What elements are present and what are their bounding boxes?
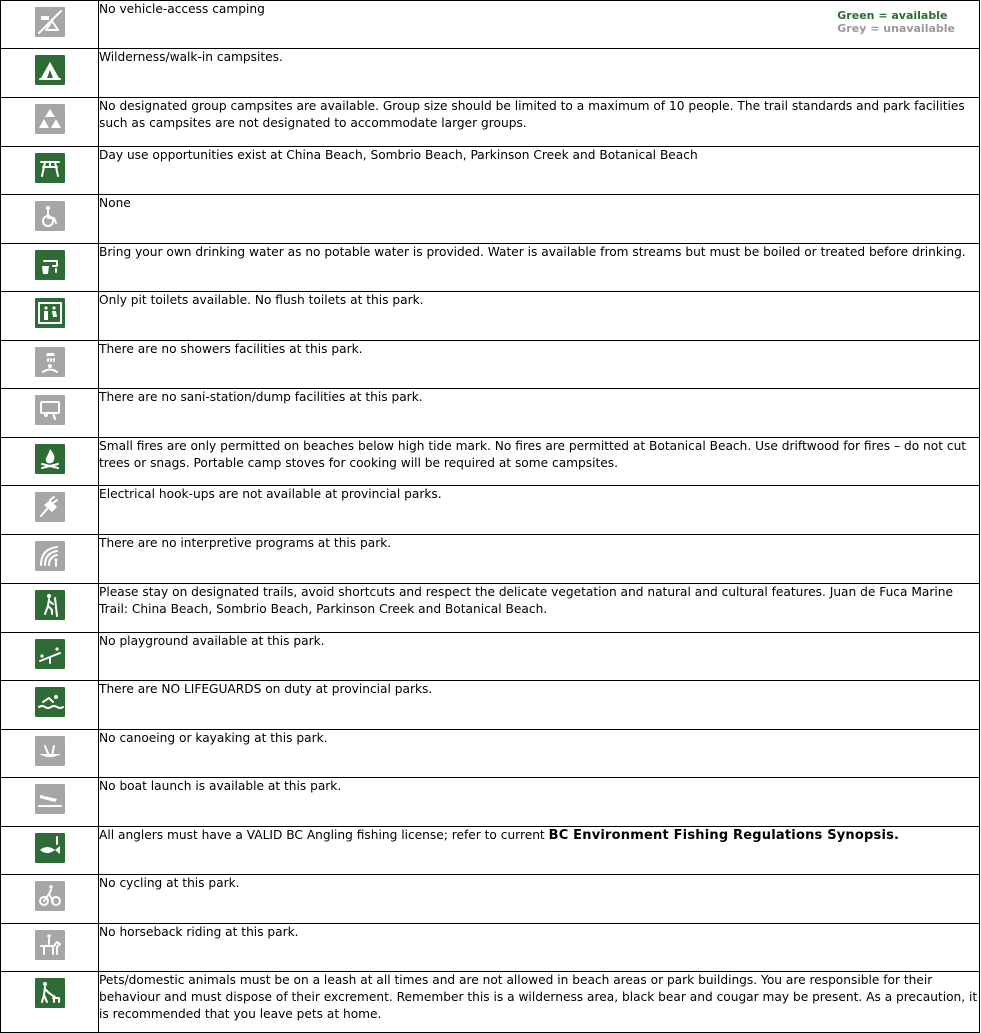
facility-text: No cycling at this park.: [99, 876, 240, 890]
facility-description: [99, 98, 980, 147]
facility-icon-cell: [1, 1, 99, 49]
facility-row: [1, 49, 980, 98]
facility-icon-cell: [1, 98, 99, 147]
facility-row: [1, 972, 980, 1033]
facility-description: [99, 972, 980, 1033]
facility-row: [1, 341, 980, 389]
facility-text: Bring your own drinking water as no potable water is provided. Water is available from streams but must be boiled or treated before drinking.: [99, 245, 966, 259]
facility-text: There are no sani-station/dump facilities at this park.: [99, 390, 423, 404]
hiking-icon: [35, 590, 65, 620]
facility-icon-cell: [1, 875, 99, 924]
facility-row: [1, 244, 980, 292]
facility-text: There are NO LIFEGUARDS on duty at provincial parks.: [99, 682, 433, 696]
horseback-riding-icon: [35, 930, 65, 960]
facility-text: Day use opportunities exist at China Beach, Sombrio Beach, Parkinson Creek and Botanical Beach: [99, 148, 698, 162]
facility-text: Only pit toilets available. No flush toilets at this park.: [99, 293, 424, 307]
facility-description: [99, 730, 980, 778]
facility-text: There are no showers facilities at this park.: [99, 342, 363, 356]
electrical-plug-icon: [35, 492, 65, 522]
facility-icon-cell: [1, 778, 99, 827]
facility-row: [1, 778, 980, 827]
facility-text: There are no interpretive programs at this park.: [99, 536, 392, 550]
facility-icon-cell: [1, 438, 99, 486]
facility-row: [1, 535, 980, 584]
cycling-icon: [35, 881, 65, 911]
facility-text: None: [99, 196, 131, 210]
facility-text: No canoeing or kayaking at this park.: [99, 731, 328, 745]
facility-description: [99, 389, 980, 438]
facility-description: [99, 633, 980, 681]
facility-text: No vehicle-access camping: [99, 2, 265, 16]
vehicle-camping-icon: [35, 7, 65, 37]
interpretive-program-icon: [35, 541, 65, 571]
group-camping-icon: [35, 104, 65, 134]
facility-icon-cell: [1, 827, 99, 875]
facility-icon-cell: [1, 584, 99, 633]
picnic-table-icon: [35, 153, 65, 183]
facility-row: [1, 584, 980, 633]
facility-row: [1, 875, 980, 924]
facility-row: [1, 681, 980, 730]
facility-icon-cell: [1, 195, 99, 244]
facility-row: [1, 730, 980, 778]
facility-icon-cell: [1, 681, 99, 730]
facility-description: [99, 49, 980, 98]
facility-description: [99, 147, 980, 195]
legend-unavailable: Grey = unavailable: [837, 22, 955, 35]
facility-icon-cell: [1, 341, 99, 389]
fishing-regulations-link[interactable]: BC Environment Fishing Regulations Synopsis.: [548, 828, 900, 843]
facility-icon-cell: [1, 389, 99, 438]
facility-description: [99, 292, 980, 341]
facility-description: [99, 438, 980, 486]
facility-row: [1, 292, 980, 341]
facility-row: [1, 98, 980, 147]
facility-text: No playground available at this park.: [99, 634, 325, 648]
playground-icon: [35, 639, 65, 669]
campfire-icon: [35, 444, 65, 474]
facility-icon-cell: [1, 730, 99, 778]
swimming-icon: [35, 687, 65, 717]
facility-text: All anglers must have a VALID BC Angling fishing license; refer to current: [99, 828, 549, 842]
facility-description: [99, 195, 980, 244]
canoe-icon: [35, 736, 65, 766]
facility-row: [1, 633, 980, 681]
facility-icon-cell: [1, 924, 99, 972]
availability-legend: [837, 9, 955, 35]
facility-description: [99, 875, 980, 924]
facility-icon-cell: [1, 147, 99, 195]
facility-description: [99, 244, 980, 292]
facility-row: [1, 389, 980, 438]
tent-icon: [35, 55, 65, 85]
facility-icon-cell: [1, 486, 99, 535]
facility-description: [99, 924, 980, 972]
facility-description: [99, 1, 980, 49]
facility-icon-cell: [1, 49, 99, 98]
facility-description: [99, 584, 980, 633]
facility-row: [1, 924, 980, 972]
facility-row: [1, 486, 980, 535]
facility-text: No designated group campsites are available. Group size should be limited to a maximum of 10 people. The trail standards and park facilities such as campsites are not designated to accommodate larger groups.: [99, 99, 965, 130]
facility-text: No boat launch is available at this park.: [99, 779, 342, 793]
facility-description: [99, 535, 980, 584]
facility-icon-cell: [1, 633, 99, 681]
facility-row: [1, 827, 980, 875]
drinking-water-icon: [35, 250, 65, 280]
pets-on-leash-icon: [35, 978, 65, 1008]
facility-row: [1, 195, 980, 244]
facility-icon-cell: [1, 972, 99, 1033]
shower-icon: [35, 347, 65, 377]
wheelchair-icon: [35, 201, 65, 231]
facility-text: Please stay on designated trails, avoid shortcuts and respect the delicate vegetation and natural and cultural features. Juan de Fuca Marine Trail: China Beach, Sombrio Beach, Parkinson Creek and Botanical Beach.: [99, 585, 953, 616]
facility-description: [99, 341, 980, 389]
facility-description: [99, 486, 980, 535]
facility-text: No horseback riding at this park.: [99, 925, 299, 939]
legend-available: Green = available: [837, 9, 948, 22]
facility-description: [99, 681, 980, 730]
toilets-icon: [35, 298, 65, 328]
facility-text: Wilderness/walk-in campsites.: [99, 50, 283, 64]
boat-launch-icon: [35, 784, 65, 814]
facility-description: [99, 778, 980, 827]
facility-icon-cell: [1, 244, 99, 292]
facility-text: Small fires are only permitted on beaches below high tide mark. No fires are permitted at Botanical Beach. Use driftwood for fires – do not cut trees or snags. Portable camp stoves for cooking will be required at some campsites.: [99, 439, 967, 470]
facility-icon-cell: [1, 535, 99, 584]
facility-description: [99, 827, 980, 875]
facility-text: Pets/domestic animals must be on a leash at all times and are not allowed in beach areas or park buildings. You are responsible for their behaviour and must dispose of their excrement. Remember this is a wilderness area, black bear and cougar may be present. As a precaution, it is recommended that you leave pets at home.: [99, 973, 978, 1021]
facility-icon-cell: [1, 292, 99, 341]
facility-text: Electrical hook-ups are not available at provincial parks.: [99, 487, 442, 501]
facilities-rows: [1, 1, 980, 1033]
facility-row: [1, 147, 980, 195]
sani-station-icon: [35, 395, 65, 425]
fishing-icon: [35, 833, 65, 863]
facility-row: [1, 438, 980, 486]
facility-row: [1, 1, 980, 49]
